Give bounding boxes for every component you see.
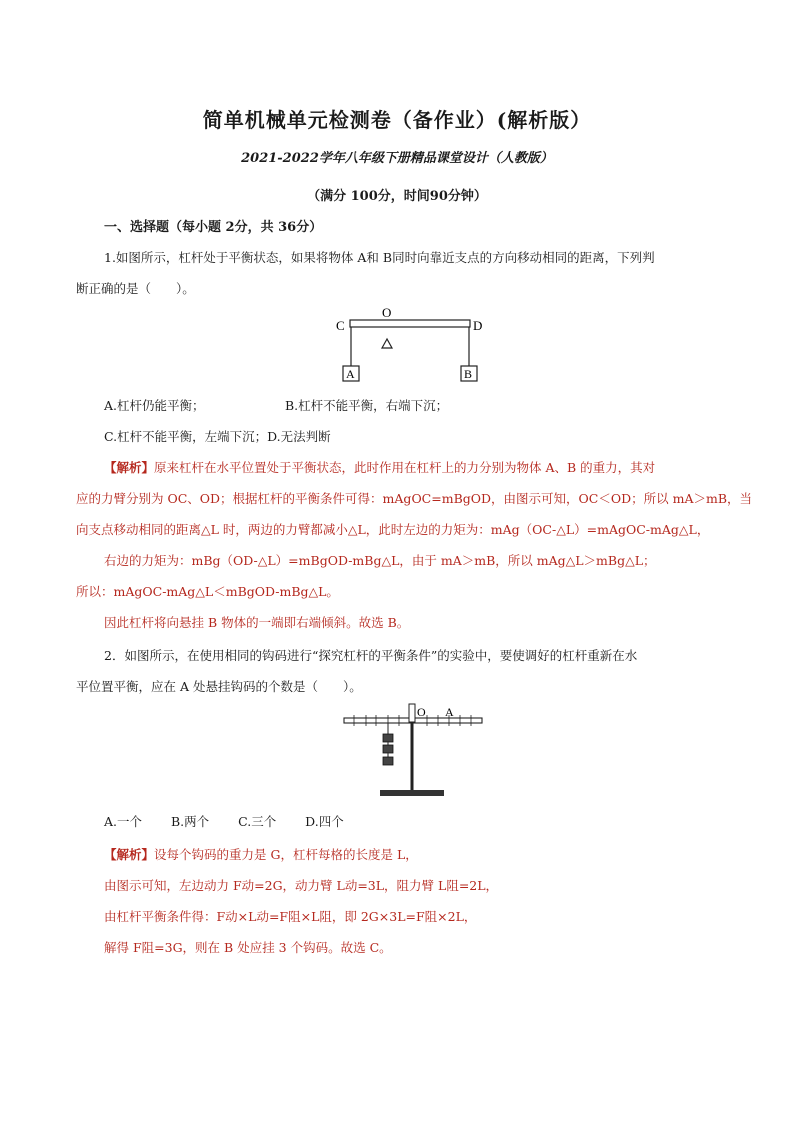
q1-explanation-line2: 应的力臂分别为 OC、OD；根据杠杆的平衡条件可得：mAgOC=mBgOD，由图示可知，OC＜OD；所以 mA＞mB，当	[76, 491, 753, 506]
q1-explanation-line3: 向支点移动相同的距离△L 时，两边的力臂都减小△L，此时左边的力矩为：mAg（OC-△L）=mAgOC-mAg△L，	[76, 522, 710, 537]
q1-option-b: B.杠杆不能平衡，右端下沉；	[285, 398, 449, 413]
page-title: 简单机械单元检测卷（备作业）(解析版）	[202, 108, 592, 132]
q2-lever-figure	[340, 700, 490, 805]
label-a: A	[445, 705, 454, 719]
q1-option-c-d: C.杠杆不能平衡，左端下沉；D.无法判断	[104, 429, 331, 444]
q2-stem-line1: 2．如图所示，在使用相同的钩码进行“探究杠杆的平衡条件”的实验中，要使调好的杠杆重新在水	[104, 648, 638, 663]
hooked-weights	[383, 734, 393, 765]
q2-options: A.一个 B.两个 C.三个 D.四个	[104, 814, 344, 829]
q1-explanation-line6: 因此杠杆将向悬挂 B 物体的一端即右端倾斜。故选 B。	[104, 615, 410, 630]
fulcrum-triangle	[382, 339, 392, 348]
q2-explanation-line4: 解得 F阻=3G，则在 B 处应挂 3 个钩码。故选 C。	[104, 940, 392, 955]
label-d: D	[473, 318, 483, 333]
label-o: O	[417, 705, 426, 719]
q1-explanation-line1: 【解析】原来杠杆在水平位置处于平衡状态，此时作用在杠杆上的力分别为物体 A、B 的重力，其对	[104, 460, 656, 475]
q2-explanation-line2: 由图示可知，左边动力 F动=2G，动力臂 L动=3L，阻力臂 L阻=2L，	[104, 878, 499, 893]
q1-explanation-line5: 所以：mAgOC-mAg△L＜mBgOD-mBg△L。	[76, 584, 339, 599]
lever-bar	[350, 320, 470, 327]
section-heading: 一、选择题（每小题 2分，共 36分）	[104, 220, 323, 235]
label-o: O	[382, 305, 392, 320]
q1-explanation-line4: 右边的力矩为：mBg（OD-△L）=mBgOD-mBg△L，由于 mA＞mB，所以 mAg△L＞mBg△L；	[104, 553, 656, 568]
label-c: C	[336, 318, 345, 333]
page-subtitle: 2021-2022学年八年级下册精品课堂设计（人教版）	[241, 151, 553, 166]
q1-lever-figure	[330, 304, 495, 384]
q1-option-a: A.杠杆仍能平衡；	[104, 398, 205, 413]
label-a: A	[346, 367, 355, 381]
score-time-note: （满分 100分，时间90分钟）	[307, 189, 487, 204]
label-b: B	[464, 367, 473, 381]
q1-stem-line1: 1.如图所示，杠杆处于平衡状态，如果将物体 A和 B同时向靠近支点的方向移动相同的距离，下列判	[104, 250, 655, 265]
pivot-post	[409, 704, 415, 722]
analysis-tag: 【解析】	[104, 847, 155, 862]
analysis-tag: 【解析】	[104, 460, 155, 475]
q2-explanation-line1: 【解析】设每个钩码的重力是 G，杠杆每格的长度是 L，	[104, 847, 418, 862]
q1-stem-line2: 断正确的是（ ）。	[76, 281, 195, 296]
q2-explanation-line3: 由杠杆平衡条件得：F动×L动=F阻×L阻，即 2G×3L=F阻×2L，	[104, 909, 477, 924]
q2-stem-line2: 平位置平衡，应在 A 处悬挂钩码的个数是（ ）。	[76, 679, 362, 694]
stand-base	[380, 790, 444, 796]
